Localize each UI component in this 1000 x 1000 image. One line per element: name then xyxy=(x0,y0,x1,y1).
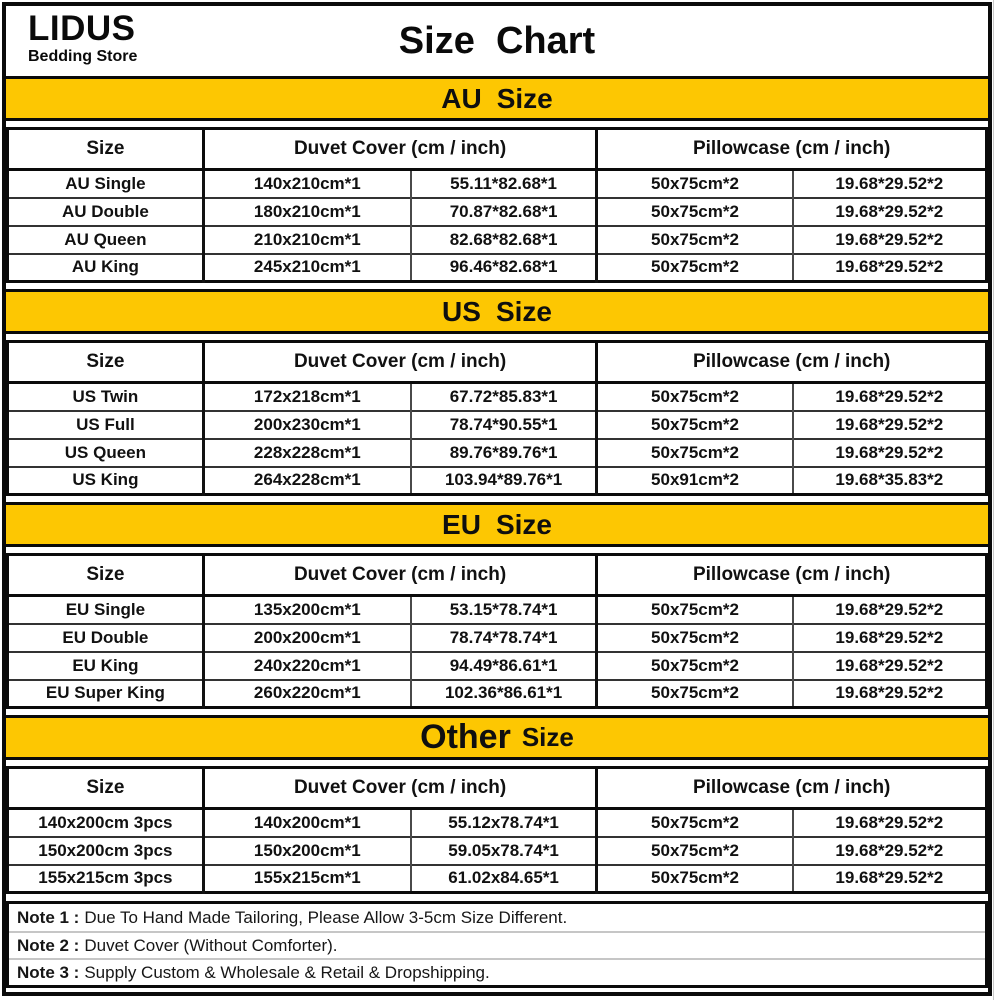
pillowcase-inch-cell: 19.68*29.52*2 xyxy=(793,624,987,652)
table-row xyxy=(8,624,987,652)
col-header-pillowcase: Pillowcase (cm / inch) xyxy=(597,342,987,383)
pillowcase-cm-cell: 50x75cm*2 xyxy=(597,383,793,411)
banner-word-size: Size xyxy=(495,295,552,327)
pillowcase-cm-cell: 50x75cm*2 xyxy=(597,624,793,652)
banner-word-region: AU xyxy=(441,82,482,114)
table-row xyxy=(8,226,987,254)
banner-word-region: Other xyxy=(420,718,511,756)
pillowcase-inch-cell: 19.68*29.52*2 xyxy=(793,596,987,624)
right-edge-strip xyxy=(993,0,1000,1000)
table-row xyxy=(8,411,987,439)
table-row xyxy=(8,809,987,837)
duvet-cm-cell: 180x210cm*1 xyxy=(203,198,411,226)
pillowcase-inch-cell: 19.68*29.52*2 xyxy=(793,837,987,865)
banner-word-region: EU xyxy=(442,508,481,540)
duvet-inch-cell: 59.05x78.74*1 xyxy=(411,837,597,865)
pillowcase-cm-cell: 50x75cm*2 xyxy=(597,809,793,837)
pillowcase-inch-cell: 19.68*29.52*2 xyxy=(793,411,987,439)
duvet-cm-cell: 264x228cm*1 xyxy=(203,467,411,495)
col-header-size: Size xyxy=(8,768,204,809)
duvet-inch-cell: 67.72*85.83*1 xyxy=(411,383,597,411)
page-header xyxy=(6,6,988,76)
store-name: LIDUS xyxy=(28,9,136,48)
duvet-inch-cell: 102.36*86.61*1 xyxy=(411,680,597,708)
duvet-cm-cell: 200x200cm*1 xyxy=(203,624,411,652)
section-banner-eu xyxy=(6,502,988,547)
pillowcase-inch-cell: 19.68*29.52*2 xyxy=(793,865,987,893)
duvet-inch-cell: 70.87*82.68*1 xyxy=(411,198,597,226)
size-cell: US Queen xyxy=(8,439,204,467)
duvet-inch-cell: 55.11*82.68*1 xyxy=(411,170,597,198)
duvet-cm-cell: 140x200cm*1 xyxy=(203,809,411,837)
table-wrap-au xyxy=(6,121,988,289)
note-text: Duvet Cover (Without Comforter). xyxy=(84,935,338,955)
pillowcase-cm-cell: 50x75cm*2 xyxy=(597,596,793,624)
pillowcase-inch-cell: 19.68*29.52*2 xyxy=(793,254,987,282)
table-row xyxy=(8,198,987,226)
table-row xyxy=(8,652,987,680)
table-row xyxy=(8,439,987,467)
col-header-pillowcase: Pillowcase (cm / inch) xyxy=(597,129,987,170)
pillowcase-cm-cell: 50x75cm*2 xyxy=(597,198,793,226)
duvet-cm-cell: 245x210cm*1 xyxy=(203,254,411,282)
pillowcase-cm-cell: 50x75cm*2 xyxy=(597,865,793,893)
size-cell: EU King xyxy=(8,652,204,680)
pillowcase-cm-cell: 50x75cm*2 xyxy=(597,837,793,865)
pillowcase-cm-cell: 50x75cm*2 xyxy=(597,652,793,680)
size-cell: EU Single xyxy=(8,596,204,624)
table-header-row xyxy=(8,342,987,383)
col-header-duvet-cover: Duvet Cover (cm / inch) xyxy=(203,768,597,809)
note-label: Note 2 : xyxy=(17,935,80,955)
pillowcase-inch-cell: 19.68*29.52*2 xyxy=(793,809,987,837)
pillowcase-inch-cell: 19.68*35.83*2 xyxy=(793,467,987,495)
note-label: Note 3 : xyxy=(17,962,80,982)
col-header-size: Size xyxy=(8,129,204,170)
size-cell: AU Single xyxy=(8,170,204,198)
banner-word-region: US xyxy=(442,295,481,327)
duvet-cm-cell: 172x218cm*1 xyxy=(203,383,411,411)
size-sections xyxy=(6,76,988,900)
col-header-size: Size xyxy=(8,555,204,596)
duvet-inch-cell: 55.12x78.74*1 xyxy=(411,809,597,837)
pillowcase-cm-cell: 50x91cm*2 xyxy=(597,467,793,495)
size-table-eu xyxy=(6,553,988,709)
duvet-inch-cell: 61.02x84.65*1 xyxy=(411,865,597,893)
table-row xyxy=(8,254,987,282)
table-wrap-us xyxy=(6,334,988,502)
pillowcase-cm-cell: 50x75cm*2 xyxy=(597,439,793,467)
col-header-pillowcase: Pillowcase (cm / inch) xyxy=(597,768,987,809)
col-header-duvet-cover: Duvet Cover (cm / inch) xyxy=(203,129,597,170)
pillowcase-inch-cell: 19.68*29.52*2 xyxy=(793,170,987,198)
size-cell: 150x200cm 3pcs xyxy=(8,837,204,865)
pillowcase-inch-cell: 19.68*29.52*2 xyxy=(793,439,987,467)
banner-word-size: Size xyxy=(496,82,553,114)
duvet-inch-cell: 82.68*82.68*1 xyxy=(411,226,597,254)
size-cell: 155x215cm 3pcs xyxy=(8,865,204,893)
note-label: Note 1 : xyxy=(17,907,80,927)
banner-word-size: Size xyxy=(495,508,552,540)
banner-word-size: Size xyxy=(521,722,574,752)
pillowcase-cm-cell: 50x75cm*2 xyxy=(597,170,793,198)
table-row xyxy=(8,865,987,893)
duvet-inch-cell: 89.76*89.76*1 xyxy=(411,439,597,467)
duvet-cm-cell: 240x220cm*1 xyxy=(203,652,411,680)
store-subtitle: Bedding Store xyxy=(28,48,138,65)
table-row xyxy=(8,837,987,865)
size-table-other xyxy=(6,766,988,894)
duvet-inch-cell: 94.49*86.61*1 xyxy=(411,652,597,680)
duvet-cm-cell: 228x228cm*1 xyxy=(203,439,411,467)
size-cell: US Twin xyxy=(8,383,204,411)
table-header-row xyxy=(8,129,987,170)
duvet-inch-cell: 53.15*78.74*1 xyxy=(411,596,597,624)
table-wrap-eu xyxy=(6,547,988,715)
table-row xyxy=(8,467,987,495)
size-cell: EU Super King xyxy=(8,680,204,708)
note-text: Supply Custom & Wholesale & Retail & Dropshipping. xyxy=(84,962,490,982)
pillowcase-cm-cell: 50x75cm*2 xyxy=(597,680,793,708)
table-row xyxy=(8,680,987,708)
pillowcase-cm-cell: 50x75cm*2 xyxy=(597,254,793,282)
note-row-1 xyxy=(9,904,985,931)
table-row xyxy=(8,383,987,411)
size-cell: EU Double xyxy=(8,624,204,652)
page-title: Size Chart xyxy=(398,20,596,62)
pillowcase-inch-cell: 19.68*29.52*2 xyxy=(793,652,987,680)
notes-box xyxy=(6,901,988,988)
size-cell: AU Double xyxy=(8,198,204,226)
size-chart-frame xyxy=(2,2,992,996)
size-table-us xyxy=(6,340,988,496)
pillowcase-cm-cell: 50x75cm*2 xyxy=(597,411,793,439)
note-row-2 xyxy=(9,931,985,958)
duvet-cm-cell: 150x200cm*1 xyxy=(203,837,411,865)
size-cell: US King xyxy=(8,467,204,495)
note-text: Due To Hand Made Tailoring, Please Allow 3-5cm Size Different. xyxy=(84,907,568,927)
col-header-duvet-cover: Duvet Cover (cm / inch) xyxy=(203,342,597,383)
table-row xyxy=(8,170,987,198)
table-row xyxy=(8,596,987,624)
duvet-cm-cell: 260x220cm*1 xyxy=(203,680,411,708)
col-header-duvet-cover: Duvet Cover (cm / inch) xyxy=(203,555,597,596)
duvet-inch-cell: 96.46*82.68*1 xyxy=(411,254,597,282)
pillowcase-inch-cell: 19.68*29.52*2 xyxy=(793,383,987,411)
duvet-inch-cell: 103.94*89.76*1 xyxy=(411,467,597,495)
col-header-size: Size xyxy=(8,342,204,383)
duvet-cm-cell: 200x230cm*1 xyxy=(203,411,411,439)
duvet-cm-cell: 155x215cm*1 xyxy=(203,865,411,893)
size-cell: AU Queen xyxy=(8,226,204,254)
pillowcase-cm-cell: 50x75cm*2 xyxy=(597,226,793,254)
duvet-cm-cell: 135x200cm*1 xyxy=(203,596,411,624)
table-header-row xyxy=(8,768,987,809)
section-banner-au xyxy=(6,76,988,121)
note-row-3 xyxy=(9,958,985,985)
duvet-inch-cell: 78.74*90.55*1 xyxy=(411,411,597,439)
duvet-cm-cell: 210x210cm*1 xyxy=(203,226,411,254)
pillowcase-inch-cell: 19.68*29.52*2 xyxy=(793,198,987,226)
table-header-row xyxy=(8,555,987,596)
duvet-cm-cell: 140x210cm*1 xyxy=(203,170,411,198)
pillowcase-inch-cell: 19.68*29.52*2 xyxy=(793,680,987,708)
size-cell: AU King xyxy=(8,254,204,282)
col-header-pillowcase: Pillowcase (cm / inch) xyxy=(597,555,987,596)
size-table-au xyxy=(6,127,988,283)
table-wrap-other xyxy=(6,760,988,900)
duvet-inch-cell: 78.74*78.74*1 xyxy=(411,624,597,652)
size-cell: US Full xyxy=(8,411,204,439)
section-banner-other xyxy=(6,715,988,760)
size-cell: 140x200cm 3pcs xyxy=(8,809,204,837)
section-banner-us xyxy=(6,289,988,334)
pillowcase-inch-cell: 19.68*29.52*2 xyxy=(793,226,987,254)
